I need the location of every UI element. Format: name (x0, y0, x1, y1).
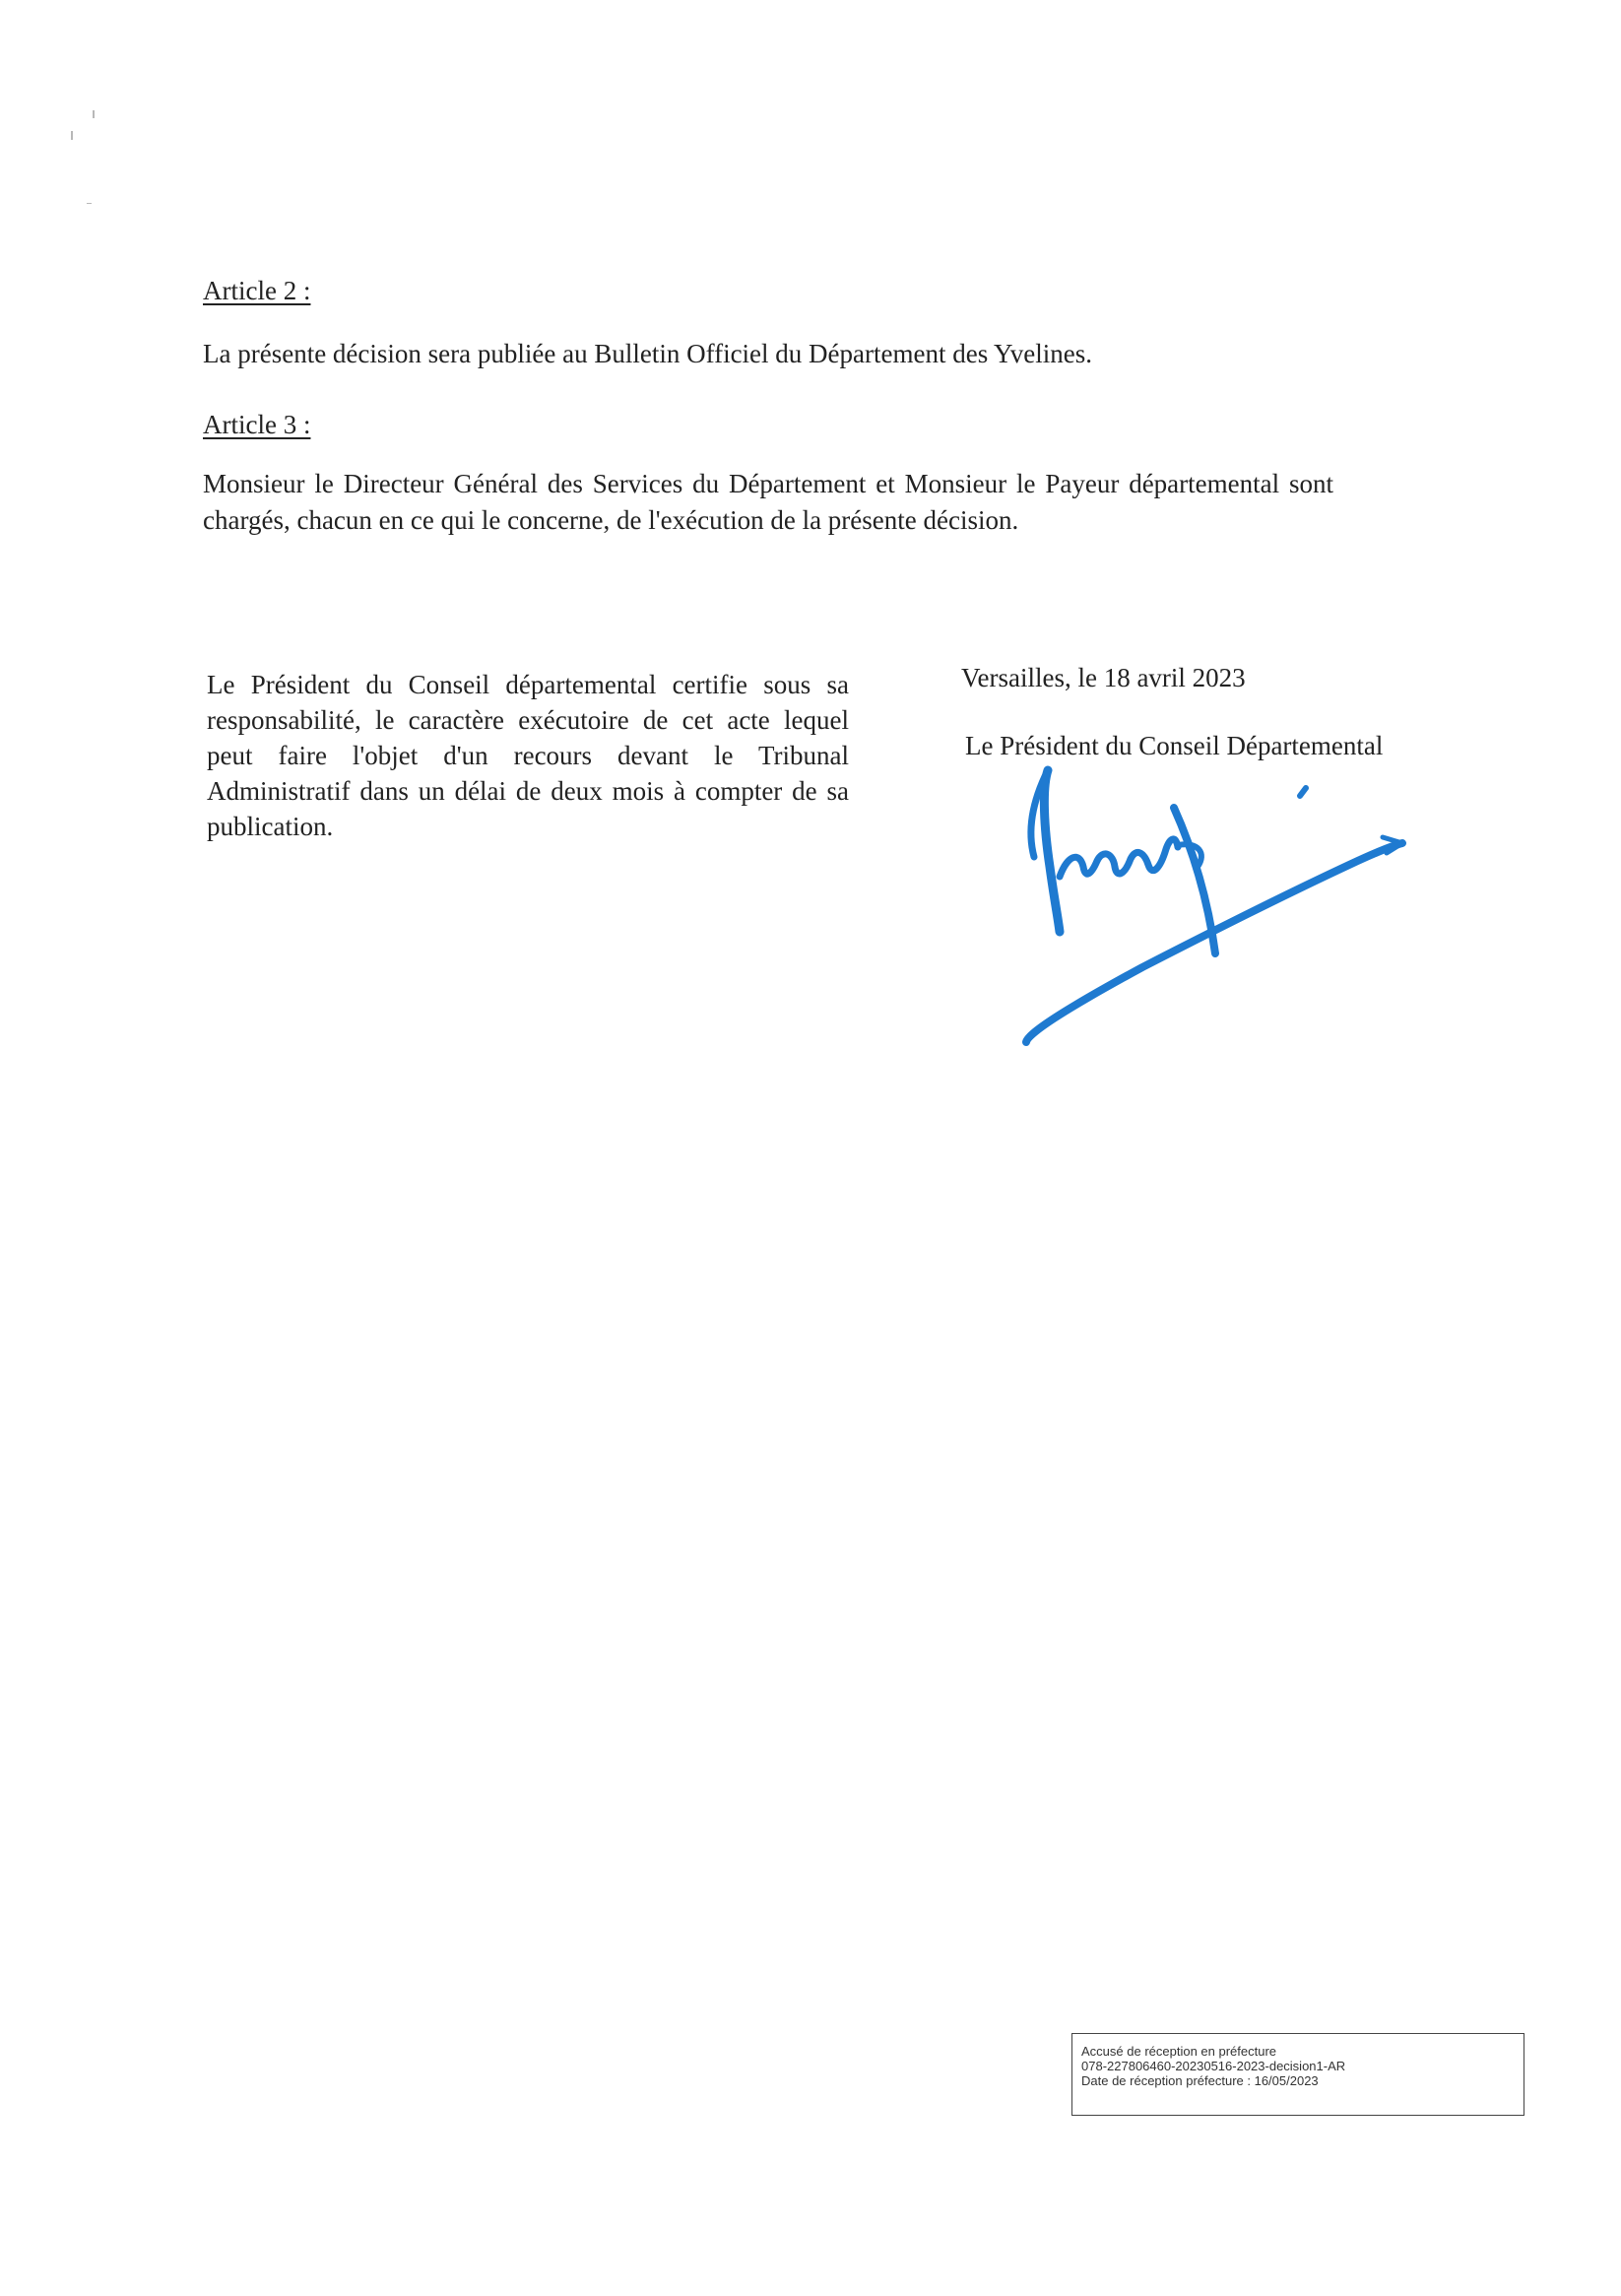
receipt-line-2: 078-227806460-20230516-2023-decision1-AR (1081, 2059, 1346, 2073)
article-2-text: La présente décision sera publiée au Bulletin Officiel du Département des Yvelines. (203, 339, 1092, 368)
handwritten-signature (1005, 758, 1418, 1054)
scan-artifact (87, 203, 92, 204)
receipt-line-1: Accusé de réception en préfecture (1081, 2044, 1277, 2059)
article-3-heading: Article 3 : (203, 410, 311, 439)
article-2-heading: Article 2 : (203, 276, 311, 305)
place-date: Versailles, le 18 avril 2023 (961, 663, 1246, 692)
prefecture-receipt-stamp (1071, 2033, 1524, 2116)
signatory-title: Le Président du Conseil Départemental (965, 731, 1384, 760)
receipt-line-3: Date de réception préfecture : 16/05/2023 (1081, 2073, 1319, 2088)
certification-text: Le Président du Conseil départemental certifie sous sa responsabilité, le caractère exécutoire de cet acte lequel peut faire l'objet d'un recours devant le Tribunal Administratif dans un délai de deux mois à compter de sa publication. (207, 670, 849, 841)
scan-artifact (93, 110, 95, 118)
article-3-text: Monsieur le Directeur Général des Services du Département et Monsieur le Payeur départemental sont chargés, chacun en ce qui le concerne, de l'exécution de la présente décision. (203, 469, 1333, 535)
scan-artifact (71, 131, 73, 140)
